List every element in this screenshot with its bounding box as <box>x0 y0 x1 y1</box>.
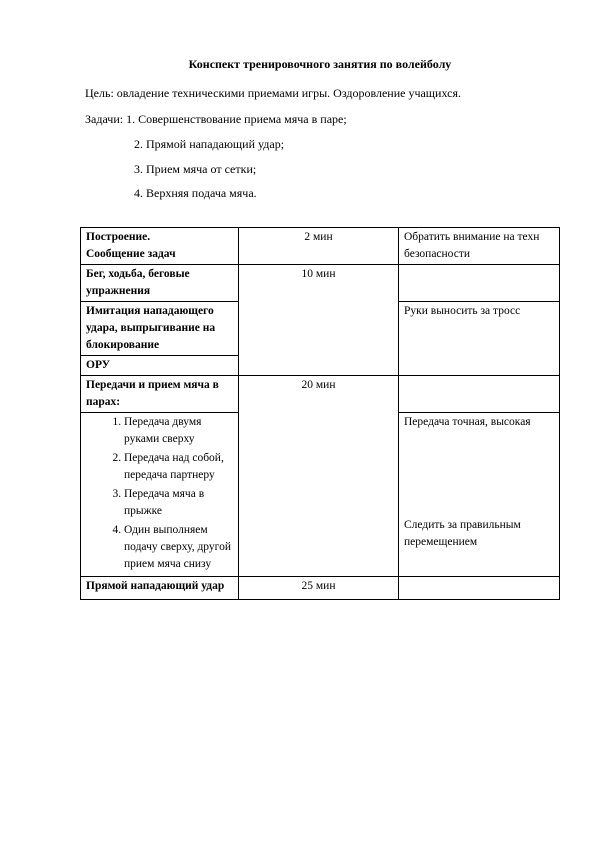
time-cell: 2 мин <box>239 228 399 265</box>
note-text: Следить за правильным перемещением <box>404 519 521 548</box>
cell-text: Построение. <box>86 231 151 243</box>
table-cell: Передачи и прием мяча в парах: <box>81 376 239 413</box>
table-row <box>81 577 560 600</box>
document-title: Конспект тренировочного занятия по волейболу <box>188 57 452 71</box>
tasks-line-3: 3. Прием мяча от сетки; <box>134 162 257 176</box>
note-cell: Обратить внимание на техн безопасности <box>399 228 560 265</box>
note-cell <box>399 376 560 413</box>
cell-text: Сообщение задач <box>86 248 176 260</box>
table-cell <box>81 228 239 265</box>
note-cell <box>399 265 560 302</box>
table-cell: Бег, ходьба, беговые упражнения <box>81 265 239 302</box>
table-row <box>81 228 560 265</box>
note-text: Передача точная, высокая <box>404 416 531 428</box>
note-cell <box>399 413 560 577</box>
time-cell: 25 мин <box>239 577 399 600</box>
table-cell: ОРУ <box>81 356 239 376</box>
list-item: 3. Передача мяча в прыжке <box>124 486 233 522</box>
list-item: 1. Передача двумя руками сверху <box>124 414 233 450</box>
tasks-line-1: Задачи: 1. Совершенствование приема мяча в паре; <box>85 112 347 126</box>
list-item: 2. Передача над собой, передача партнеру <box>124 450 233 486</box>
time-cell: 20 мин <box>239 376 399 577</box>
table-cell: Прямой нападающий удар <box>81 577 239 600</box>
table-cell: Имитация нападающего удара, выпрыгивание на блокирование <box>81 302 239 356</box>
note-cell: Руки выносить за тросс <box>399 302 560 376</box>
lesson-plan-table <box>80 227 560 600</box>
note-cell <box>399 577 560 600</box>
list-item: 4. Один выполняем подачу сверху, другой прием мяча снизу <box>124 522 233 575</box>
table-row <box>81 265 560 302</box>
tasks-line-2: 2. Прямой нападающий удар; <box>134 137 285 151</box>
goal-text: Цель: овладение техническими приемами игры. Оздоровление учащихся. <box>85 86 461 100</box>
time-cell: 10 мин <box>239 265 399 376</box>
table-cell <box>81 413 239 577</box>
drill-list <box>86 414 233 575</box>
tasks-line-4: 4. Верхняя подача мяча. <box>134 186 257 200</box>
table-row <box>81 376 560 413</box>
